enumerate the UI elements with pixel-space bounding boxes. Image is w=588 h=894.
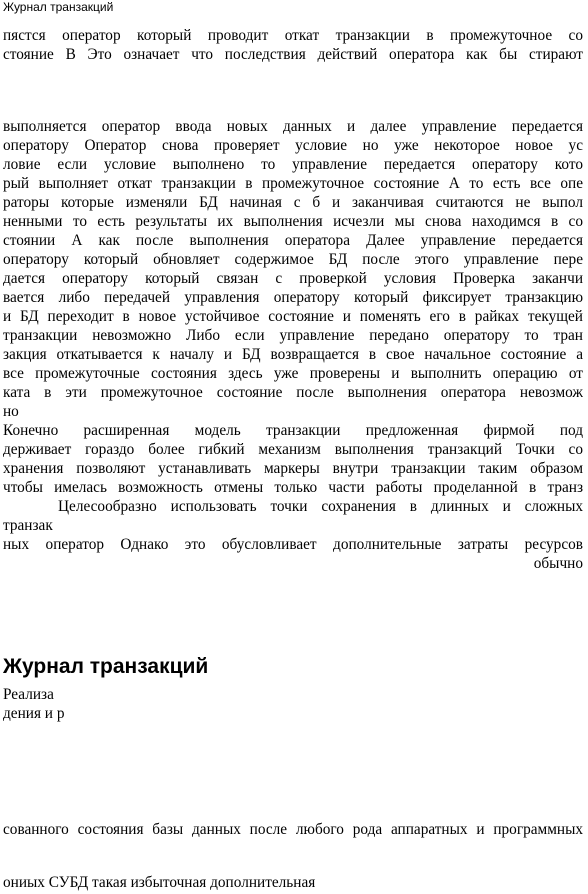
paragraph-block-4 xyxy=(3,820,583,839)
text-line: оператору Оператор снова проверяет условие но уже некоторое новое ус xyxy=(3,137,583,154)
text-line: рый выполняет откат транзакции в промежуточное состояние А то есть все опе xyxy=(3,175,583,192)
paragraph-block-1 xyxy=(3,26,583,64)
running-header: Журнал транзакций xyxy=(3,0,114,14)
text-line: чтобы имелась возможность отмены только части работы проделанной в транз xyxy=(3,479,583,496)
text-line: ловие если условие выполнено то управление передается оператору кото xyxy=(3,156,583,173)
section-heading: Журнал транзакций xyxy=(3,655,209,678)
text-line: выполняется оператор ввода новых данных и далее управление передается xyxy=(3,118,583,135)
text-line: раторы которые изменяли БД начиная с б и заканчивая считаются не выпол xyxy=(3,194,583,211)
paragraph-block-2 xyxy=(3,117,583,573)
text-line: обычно xyxy=(533,555,583,572)
text-line: ненными то есть результаты их выполнения исчезли мы снова находимся в со xyxy=(3,213,583,230)
paragraph-block-5 xyxy=(3,873,583,892)
text-line: но xyxy=(3,403,19,420)
text-line: Реализа xyxy=(3,686,54,703)
text-line: сованного состояния базы данных после любого рода аппаратных и программных xyxy=(3,821,583,838)
text-line: дения и р xyxy=(3,705,65,722)
text-line: Конечно расширенная модель транзакции предложенная фирмой под xyxy=(3,422,583,439)
text-line: и БД переходит в новое устойчивое состояние и поменять его в райках текущей xyxy=(3,308,583,325)
paragraph-block-3 xyxy=(3,685,583,723)
text-line: ониых СУБД такая избыточная дополнительная xyxy=(3,874,316,891)
text-line: стояние В Это означает что последствия действий оператора как бы стирают xyxy=(3,46,583,63)
text-line: транзак xyxy=(3,517,53,534)
text-line: оператору который обновляет содержимое БД после этого управление пере xyxy=(3,251,583,268)
text-line: стоянии А как после выполнения оператора Далее управление передается xyxy=(3,232,583,249)
text-line: вается либо передачей управления оператору который фиксирует транзакцию xyxy=(3,289,583,306)
text-line: держивает гораздо более гибкий механизм выполнения транзакций Точки со xyxy=(3,441,583,458)
text-line: ката в эти промежуточное состояние после выполнения оператора невозмож xyxy=(3,384,583,401)
text-line: пястся оператор который проводит откат транзакции в промежуточное со xyxy=(3,27,583,44)
text-line: Целесообразно использовать точки сохранения в длинных и сложных xyxy=(58,498,583,515)
text-line: все промежуточные состояния здесь уже проверены и выполнить операцию от xyxy=(3,365,583,382)
text-line: транзакции невозможно Либо если управление передано оператору то тран xyxy=(3,327,583,344)
text-line: дается оператору который связан с проверкой условия Проверка заканчи xyxy=(3,270,583,287)
text-line: ных оператор Однако это обусловливает дополнительные затраты ресурсов xyxy=(3,536,583,553)
text-line: хранения позволяют устанавливать маркеры внутри транзакции таким образом xyxy=(3,460,583,477)
text-line: закция откатывается к началу и БД возвращается в свое начальное состояние а xyxy=(3,346,583,363)
